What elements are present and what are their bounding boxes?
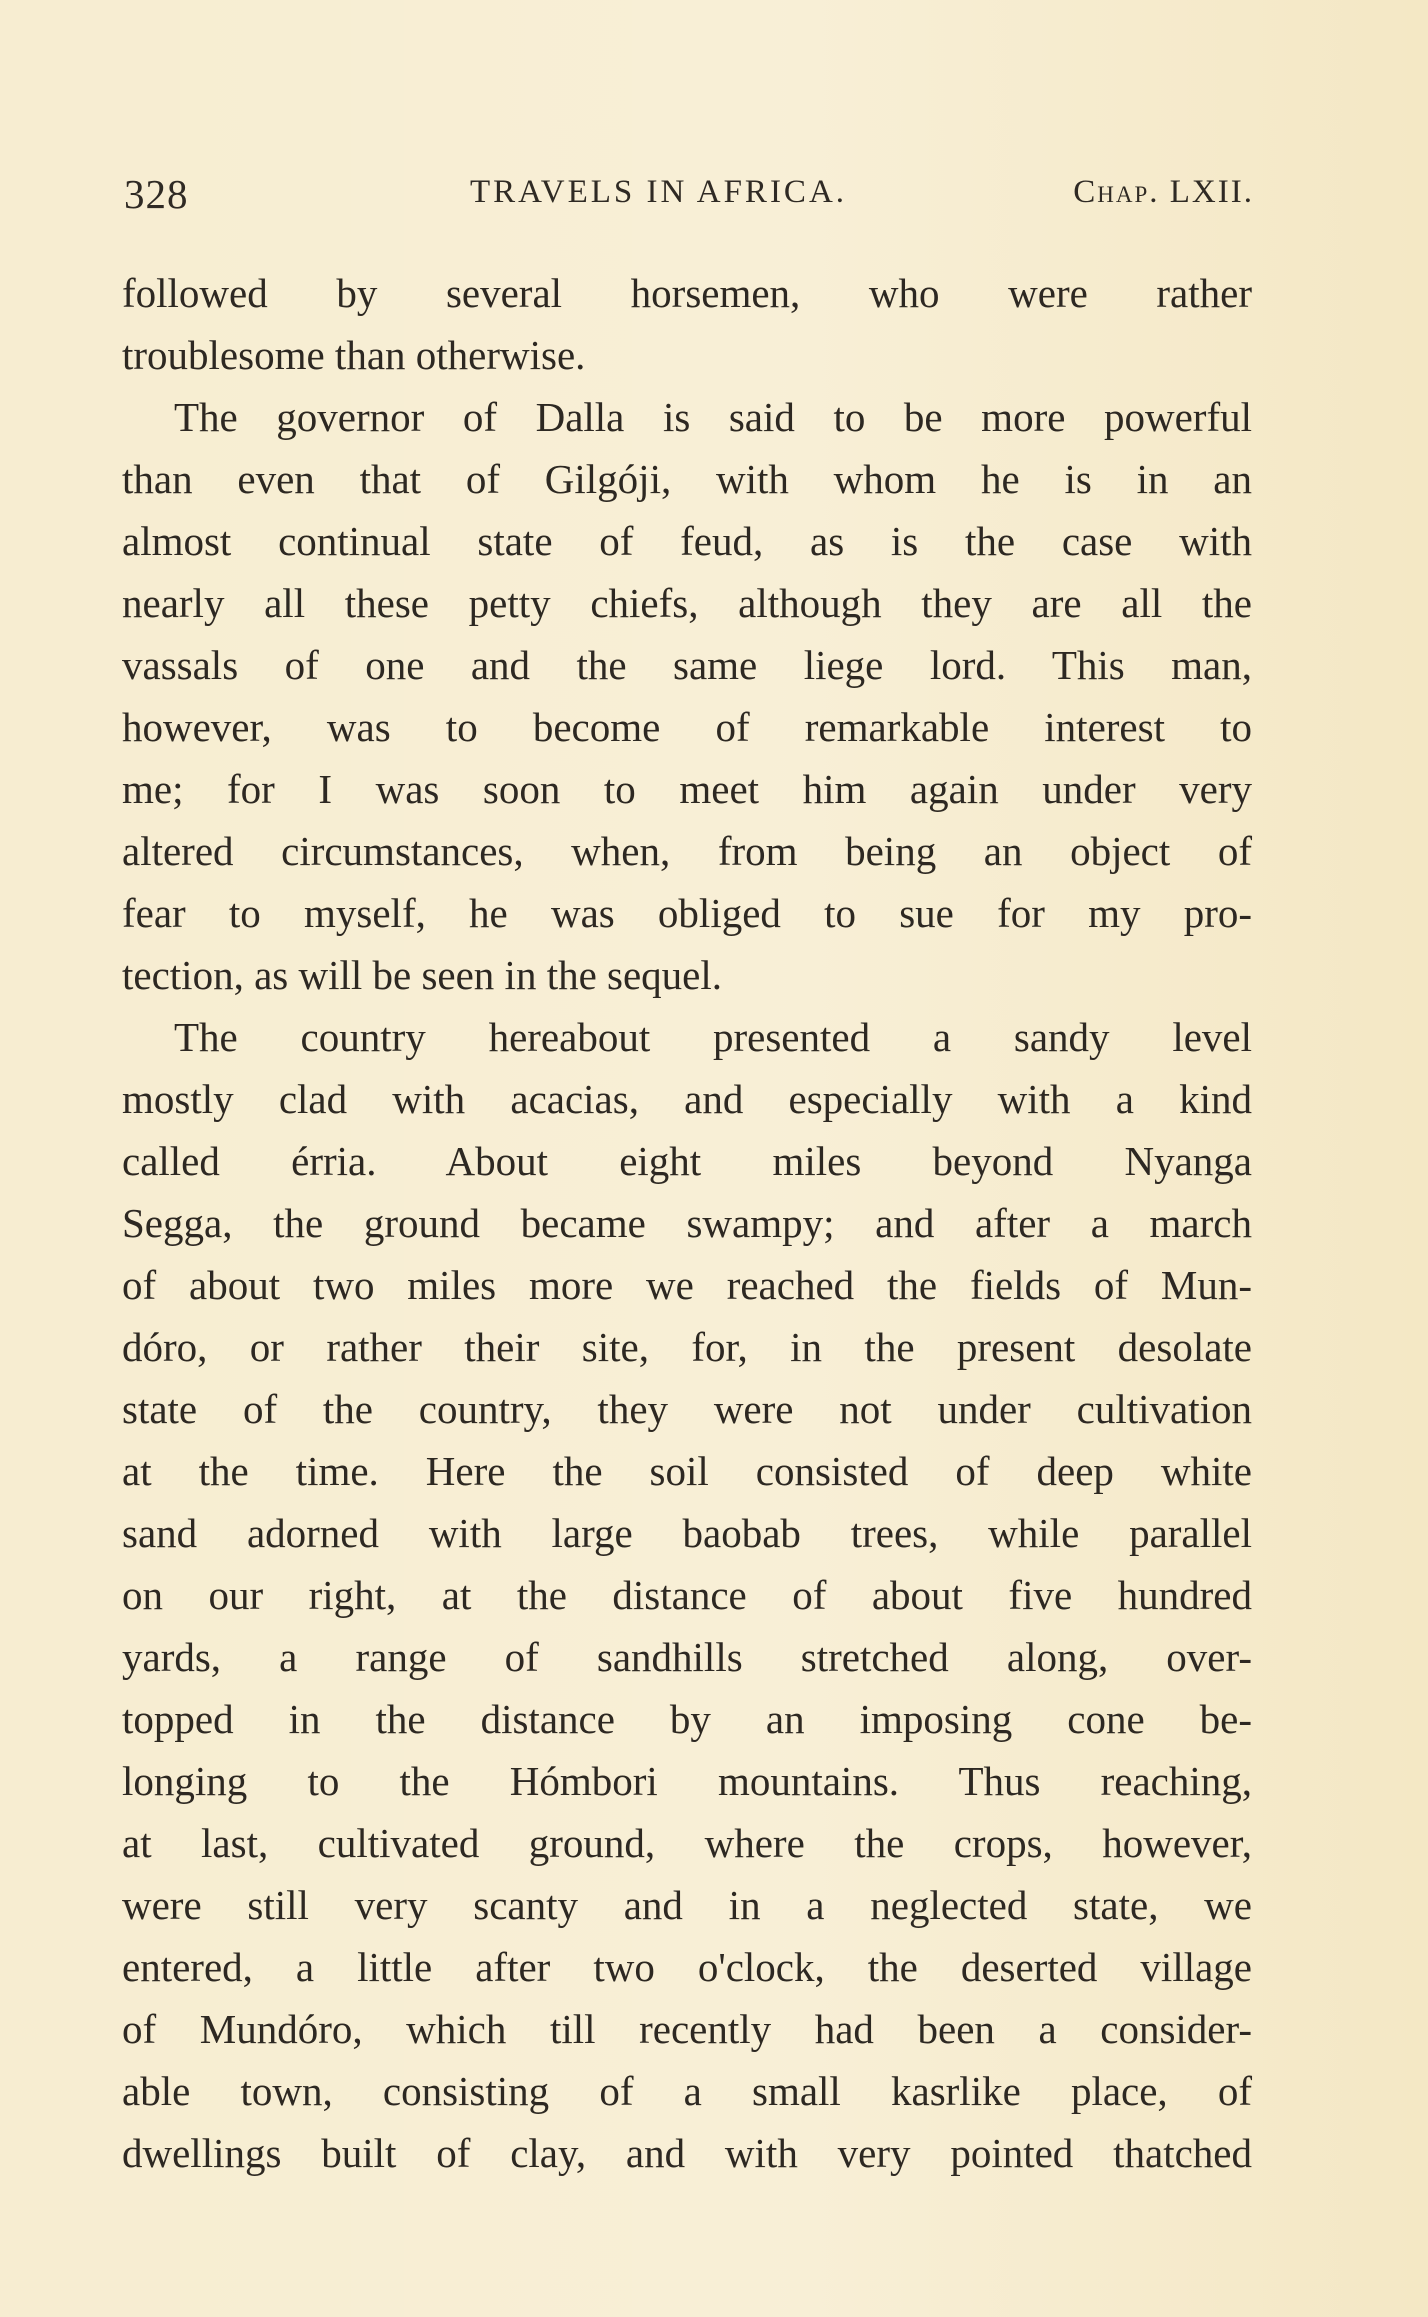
text-line: vassals of one and the same liege lord. This man, <box>122 642 1252 688</box>
text-line: entered, a little after two o'clock, the deserted village <box>122 1944 1252 1990</box>
text-line: altered circumstances, when, from being an object of <box>122 828 1252 874</box>
text-line: fear to myself, he was obliged to sue for my pro- <box>122 890 1252 936</box>
text-line: at the time. Here the soil consisted of deep white <box>122 1448 1252 1494</box>
text-line: mostly clad with acacias, and especially with a kind <box>122 1076 1252 1122</box>
text-line: dwellings built of clay, and with very pointed thatched <box>122 2130 1252 2176</box>
text-line: than even that of Gilgóji, with whom he is in an <box>122 456 1252 502</box>
text-line: troublesome than otherwise. <box>122 332 586 378</box>
text-line: topped in the distance by an imposing cone be- <box>122 1696 1252 1742</box>
text-line: able town, consisting of a small kasrlike place, of <box>122 2068 1252 2114</box>
text-line: yards, a range of sandhills stretched along, over- <box>122 1634 1252 1680</box>
chapter-label: Chap. LXII. <box>1073 174 1254 210</box>
running-header <box>124 170 1254 220</box>
body-text <box>122 262 1252 2184</box>
text-line: almost continual state of feud, as is the case with <box>122 518 1252 564</box>
text-line: The governor of Dalla is said to be more powerful <box>174 394 1252 440</box>
text-line: however, was to become of remarkable interest to <box>122 704 1252 750</box>
text-line: sand adorned with large baobab trees, while parallel <box>122 1510 1252 1556</box>
text-line: Segga, the ground became swampy; and after a march <box>122 1200 1252 1246</box>
text-line: state of the country, they were not under cultivation <box>122 1386 1252 1432</box>
text-line: of Mundóro, which till recently had been a consider- <box>122 2006 1252 2052</box>
text-line: tection, as will be seen in the sequel. <box>122 952 723 998</box>
text-line: of about two miles more we reached the fields of Mun- <box>122 1262 1252 1308</box>
text-line: me; for I was soon to meet him again under very <box>122 766 1252 812</box>
text-line: at last, cultivated ground, where the crops, however, <box>122 1820 1252 1866</box>
text-line: longing to the Hómbori mountains. Thus reaching, <box>122 1758 1252 1804</box>
book-title: TRAVELS IN AFRICA. <box>470 174 848 210</box>
text-line: called érria. About eight miles beyond Nyanga <box>122 1138 1252 1184</box>
text-line: nearly all these petty chiefs, although they are all the <box>122 580 1252 626</box>
text-line: The country hereabout presented a sandy level <box>174 1014 1252 1060</box>
page-number: 328 <box>124 171 189 217</box>
text-line: followed by several horsemen, who were rather <box>122 270 1252 316</box>
text-line: were still very scanty and in a neglected state, we <box>122 1882 1252 1928</box>
text-line: dóro, or rather their site, for, in the present desolate <box>122 1324 1252 1370</box>
text-line: on our right, at the distance of about five hundred <box>122 1572 1252 1618</box>
